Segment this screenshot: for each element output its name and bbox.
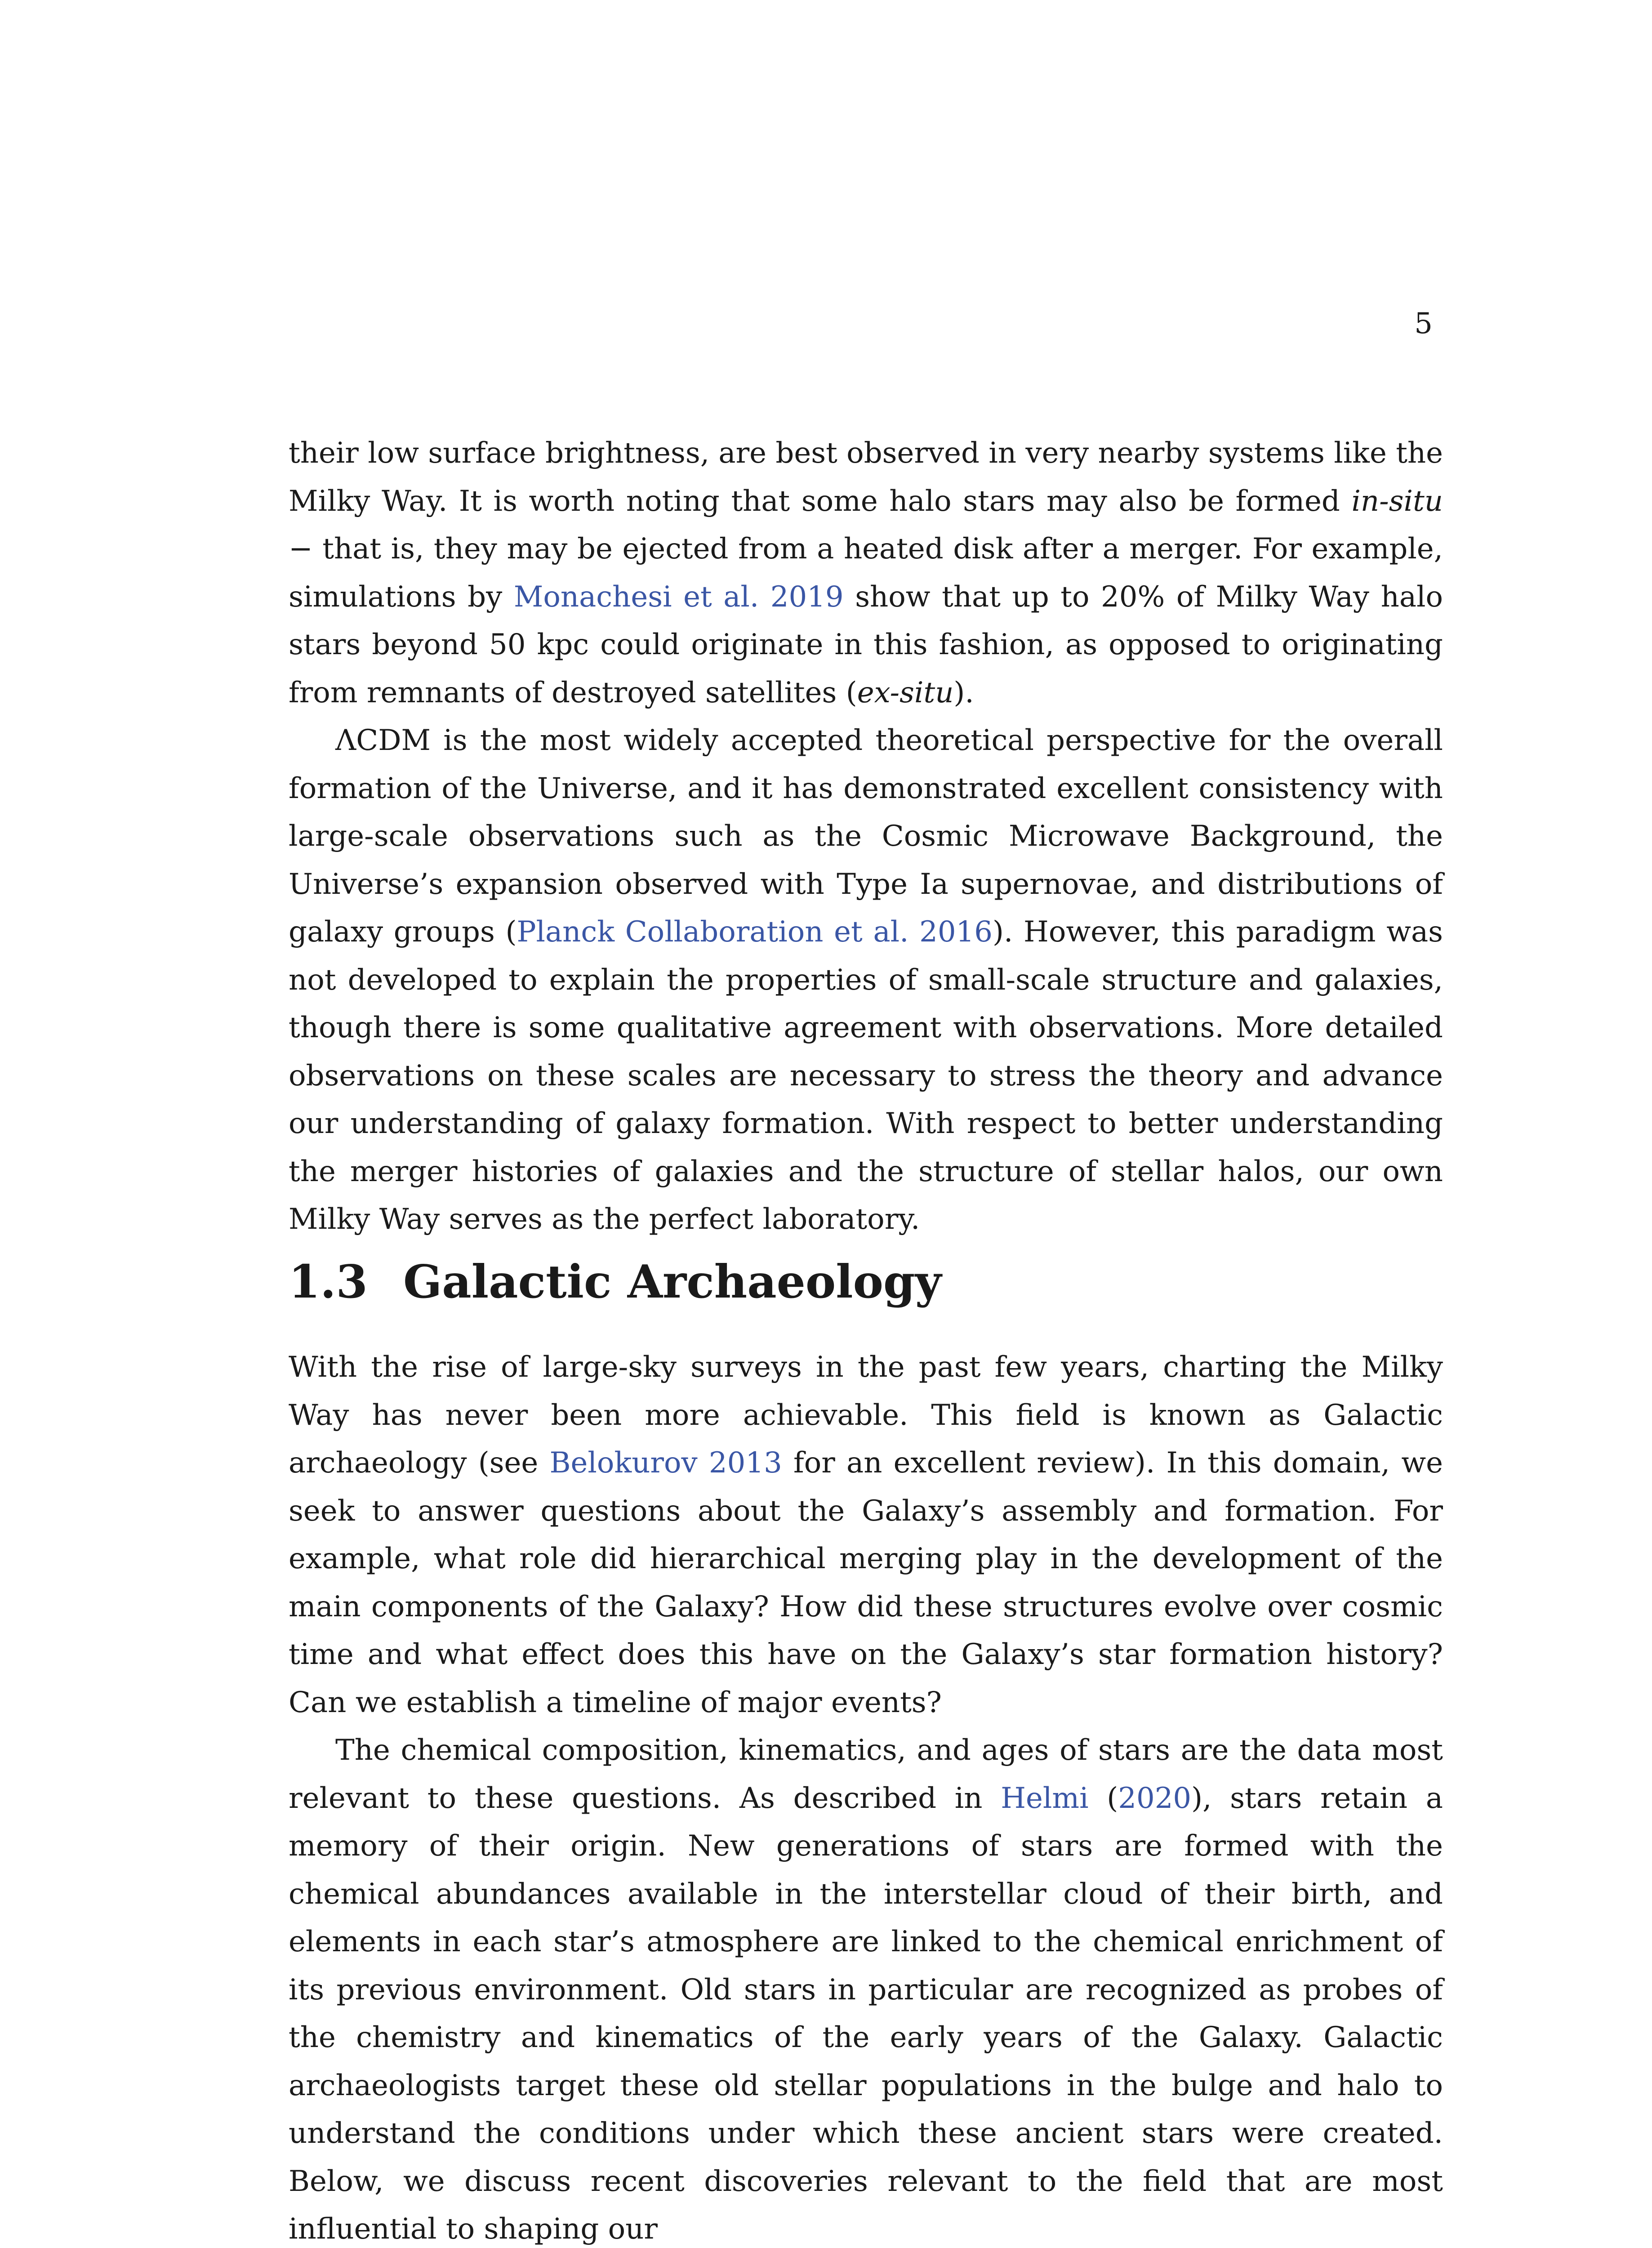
body-text-top [289,429,1443,1244]
text-run: − that is, they may be ejected from a heated disk after a merger. For example, simulations by [289,532,1443,614]
section-title: Galactic Archaeology [403,1255,942,1308]
section-heading [289,1254,1443,1309]
citation-link-helmi-year[interactable]: 2020 [1118,1781,1192,1815]
text-run: for an excellent review). In this domain, we seek to answer questions about the Galaxy’s assembly and formation. For example, what role did hierarchical merging play in the development of the main components of the Galaxy? How did these structures evolve over cosmic time and what effect does this have on the Galaxy’s star formation history? Can we establish a timeline of major events? [289,1446,1443,1719]
paragraph-lcdm [289,717,1443,1244]
text-run: ). However, this paradigm was not developed to explain the properties of small-scale structure and galaxies, though there is some qualitative agreement with observations. More detailed observations on these scales are necessary to stress the theory and advance our understanding of galaxy formation. With respect to better understanding the merger histories of galaxies and the structure of stellar halos, our own Milky Way serves as the perfect laboratory. [289,915,1443,1236]
citation-link-planck[interactable]: Planck Collaboration et al. 2016 [517,915,993,949]
text-run: ). [953,676,974,709]
paragraph-chemical-composition [289,1726,1443,2248]
text-run: ΛCDM is the most widely accepted theoretical perspective for the overall formation of the Universe, and it has demonstrated excellent consistency with large-scale observations such as the Cosmic Microwave Background, the Universe’s expansion observed with Type Ia supernovae, and distributions of galaxy groups ( [289,724,1443,949]
text-run: their low surface brightness, are best observed in very nearby systems like the Milky Way. It is worth noting that some halo stars may also be formed [289,437,1443,518]
paragraph-galactic-archaeology-intro [289,1343,1443,1726]
text-run: With the rise of large-sky surveys in the past few years, charting the Milky Way has never been more achievable. This field is known as Galactic archaeology (see [289,1351,1443,1480]
text-run: show that up to 20% of Milky Way halo stars beyond 50 kpc could originate in this fashion, as opposed to originating from remnants of destroyed satellites ( [289,580,1443,709]
italic-term-in-situ: in-situ [1351,484,1443,518]
italic-term-ex-situ: ex-situ [857,676,954,709]
citation-link-helmi[interactable]: Helmi [1001,1781,1089,1815]
page-number: 5 [1414,307,1433,340]
text-run: ), stars retain a memory of their origin. New generations of stars are formed with the chemical abundances available in the interstellar cloud of their birth, and elements in each star’s atmosphere are linked to the chemical enrichment of its previous environment. Old stars in particular are recognized as probes of the chemistry and kinematics of the early years of the Galaxy. Galactic archaeologists target these old stellar populations in the bulge and halo to understand the conditions under which these ancient stars were created. Below, we discuss recent discoveries relevant to the field that are most influential to shaping our [289,1781,1443,2246]
section-number: 1.3 [289,1255,368,1308]
citation-link-belokurov[interactable]: Belokurov 2013 [549,1446,782,1480]
text-run: ( [1088,1781,1118,1815]
citation-link-monachesi[interactable]: Monachesi et al. 2019 [513,580,844,614]
text-run: The chemical composition, kinematics, and ages of stars are the data most relevant to these questions. As described in [289,1734,1443,1815]
body-text-bottom [289,1343,1443,2248]
paragraph-halo-formation [289,429,1443,717]
